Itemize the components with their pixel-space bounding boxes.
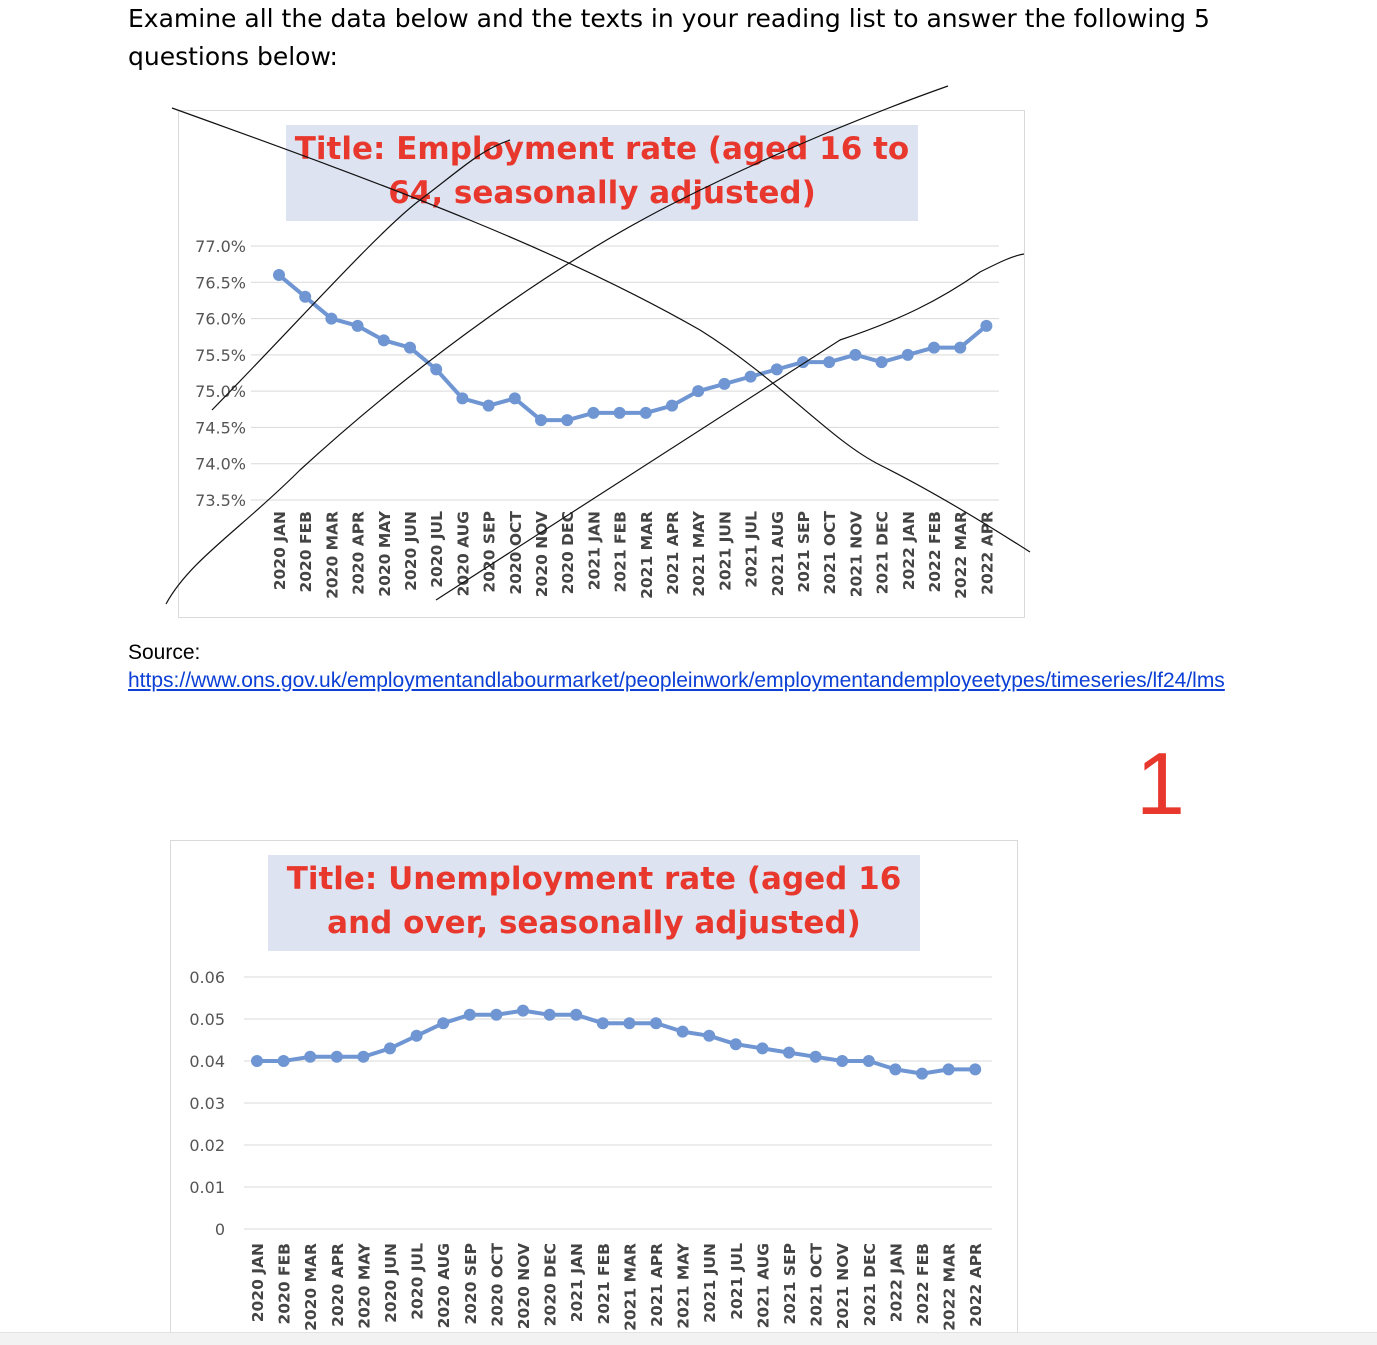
x-tick-label: 2020 APR xyxy=(349,511,368,595)
x-tick-label: 2020 AUG xyxy=(435,1243,454,1329)
x-tick-label: 2020 SEP xyxy=(461,1243,480,1325)
data-point xyxy=(836,1055,848,1067)
data-point xyxy=(384,1042,396,1054)
x-tick-label: 2020 DEC xyxy=(559,511,578,595)
x-tick-label: 2020 AUG xyxy=(454,511,473,597)
x-tick-label: 2021 AUG xyxy=(768,511,787,597)
x-tick-label: 2022 JAN xyxy=(899,511,918,591)
x-tick-label: 2021 JAN xyxy=(568,1243,587,1323)
data-point xyxy=(273,269,285,281)
x-tick-label: 2021 OCT xyxy=(821,511,840,595)
x-tick-label: 2021 APR xyxy=(648,1243,666,1327)
x-tick-label: 2021 MAY xyxy=(674,1243,693,1329)
data-point xyxy=(331,1051,343,1063)
x-tick-label: 2020 MAY xyxy=(375,511,394,597)
x-tick-label: 2022 FEB xyxy=(926,511,944,593)
data-point xyxy=(863,1055,875,1067)
data-point xyxy=(889,1063,901,1075)
data-point xyxy=(464,1009,476,1021)
data-point xyxy=(980,320,992,332)
x-tick-label: 2020 JUN xyxy=(382,1243,400,1323)
x-tick-label: 2020 APR xyxy=(328,1243,347,1327)
x-tick-label: 2021 JUN xyxy=(701,1243,720,1323)
x-tick-label: 2021 JUL xyxy=(742,511,761,588)
y-tick-label: 76.5% xyxy=(195,273,246,293)
x-tick-label: 2020 JAN xyxy=(249,1243,267,1323)
y-tick-label: 76.0% xyxy=(195,309,246,329)
x-tick-label: 2020 JAN xyxy=(271,511,289,591)
data-point xyxy=(251,1055,263,1067)
y-tick-label: 0.02 xyxy=(189,1136,225,1155)
y-tick-label: 75.5% xyxy=(195,345,246,365)
x-tick-label: 2020 JUN xyxy=(402,511,420,591)
data-point xyxy=(490,1009,502,1021)
x-tick-label: 2020 OCT xyxy=(488,1243,507,1327)
data-point xyxy=(756,1042,768,1054)
x-tick-label: 2020 SEP xyxy=(480,511,499,593)
data-point xyxy=(730,1038,742,1050)
unemployment-rate-chart xyxy=(170,840,1018,1344)
y-tick-label: 0 xyxy=(214,1220,225,1239)
y-tick-label: 74.5% xyxy=(195,418,246,438)
data-point xyxy=(876,356,888,368)
x-tick-label: 2022 FEB xyxy=(914,1243,932,1325)
data-point xyxy=(810,1051,822,1063)
x-tick-label: 2020 FEB xyxy=(275,1243,294,1325)
x-tick-label: 2021 JAN xyxy=(585,511,604,591)
data-point xyxy=(969,1063,981,1075)
data-point xyxy=(404,342,416,354)
data-point xyxy=(745,371,757,383)
data-point xyxy=(561,414,573,426)
y-tick-label: 74.0% xyxy=(195,454,246,474)
data-point xyxy=(411,1030,423,1042)
data-point xyxy=(430,363,442,375)
x-tick-label: 2021 SEP xyxy=(781,1243,799,1325)
data-point xyxy=(623,1017,635,1029)
data-point xyxy=(378,334,390,346)
x-tick-label: 2021 AUG xyxy=(754,1243,773,1329)
data-point xyxy=(692,385,704,397)
x-tick-label: 2020 FEB xyxy=(297,511,316,593)
x-tick-label: 2021 SEP xyxy=(795,511,813,593)
data-point xyxy=(544,1009,556,1021)
data-point xyxy=(640,407,652,419)
x-tick-label: 2021 DEC xyxy=(860,1243,879,1327)
x-tick-label: 2022 MAR xyxy=(940,1243,959,1331)
x-tick-label: 2021 MAY xyxy=(690,511,709,597)
x-tick-label: 2022 APR xyxy=(978,511,997,595)
x-tick-label: 2021 NOV xyxy=(834,1243,853,1330)
data-point xyxy=(325,313,337,325)
y-tick-label: 0.03 xyxy=(189,1094,225,1113)
x-tick-label: 2021 JUN xyxy=(716,511,735,591)
data-point xyxy=(928,342,940,354)
data-point xyxy=(304,1051,316,1063)
x-tick-label: 2020 MAR xyxy=(323,511,342,599)
y-tick-label: 0.04 xyxy=(189,1052,225,1071)
x-tick-label: 2021 JUL xyxy=(727,1243,746,1320)
x-tick-label: 2020 DEC xyxy=(541,1243,560,1327)
data-point xyxy=(771,363,783,375)
data-point xyxy=(278,1055,290,1067)
y-tick-label: 0.01 xyxy=(189,1178,225,1197)
data-point xyxy=(299,291,311,303)
x-tick-label: 2020 JUL xyxy=(428,511,447,588)
data-point xyxy=(849,349,861,361)
unemployment-chart-title: Title: Unemployment rate (aged 16 and over, seasonally adjusted) xyxy=(268,855,920,951)
data-point xyxy=(650,1017,662,1029)
data-point xyxy=(797,356,809,368)
data-point xyxy=(597,1017,609,1029)
data-point xyxy=(535,414,547,426)
data-point xyxy=(456,392,468,404)
data-point xyxy=(718,378,730,390)
page-number: 1 xyxy=(1136,734,1185,833)
x-tick-label: 2021 FEB xyxy=(611,510,630,593)
source-link[interactable]: https://www.ons.gov.uk/employmentandlabourmarket/peopleinwork/employmentandemployeetypes/timeseries/lf24/lms xyxy=(128,669,1225,692)
y-tick-label: 73.5% xyxy=(195,491,246,510)
data-point xyxy=(954,342,966,354)
x-tick-label: 2020 MAY xyxy=(355,1243,374,1329)
data-point xyxy=(587,407,599,419)
intro-text: Examine all the data below and the texts in your reading list to answer the following 5 questions below: xyxy=(128,4,1210,71)
x-tick-label: 2021 DEC xyxy=(873,511,892,595)
x-tick-label: 2021 MAR xyxy=(637,511,656,599)
x-tick-label: 2022 MAR xyxy=(952,511,971,599)
x-tick-label: 2021 MAR xyxy=(621,1243,640,1331)
x-tick-label: 2020 JUL xyxy=(408,1243,427,1320)
x-tick-label: 2020 MAR xyxy=(302,1243,321,1331)
data-point xyxy=(352,320,364,332)
data-point xyxy=(509,392,521,404)
y-tick-label: 77.0% xyxy=(195,237,246,256)
x-tick-label: 2022 JAN xyxy=(887,1243,906,1323)
data-point xyxy=(437,1017,449,1029)
employment-chart-title: Title: Employment rate (aged 16 to 64, seasonally adjusted) xyxy=(286,125,918,221)
data-point xyxy=(614,407,626,419)
employment-rate-chart xyxy=(178,110,1025,618)
data-point xyxy=(666,400,678,412)
data-point xyxy=(570,1009,582,1021)
y-tick-label: 75.0% xyxy=(195,382,246,402)
x-tick-label: 2020 OCT xyxy=(506,511,525,595)
data-point xyxy=(783,1047,795,1059)
x-tick-label: 2021 NOV xyxy=(847,511,866,598)
y-tick-label: 0.06 xyxy=(189,968,225,987)
data-point xyxy=(703,1030,715,1042)
x-tick-label: 2021 OCT xyxy=(807,1243,826,1327)
source-label: Source: xyxy=(128,641,201,664)
data-point xyxy=(357,1051,369,1063)
series-line xyxy=(279,275,986,420)
x-tick-label: 2020 NOV xyxy=(515,1243,533,1330)
data-point xyxy=(483,400,495,412)
y-tick-label: 0.05 xyxy=(189,1010,225,1029)
data-point xyxy=(902,349,914,361)
data-point xyxy=(943,1063,955,1075)
x-tick-label: 2021 APR xyxy=(664,511,682,595)
data-point xyxy=(517,1005,529,1017)
data-point xyxy=(823,356,835,368)
data-point xyxy=(677,1026,689,1038)
x-tick-label: 2022 APR xyxy=(967,1243,986,1327)
data-point xyxy=(916,1068,928,1080)
window-bottom-edge xyxy=(0,1332,1377,1345)
x-tick-label: 2020 NOV xyxy=(533,511,551,598)
x-tick-label: 2021 FEB xyxy=(594,1243,613,1325)
